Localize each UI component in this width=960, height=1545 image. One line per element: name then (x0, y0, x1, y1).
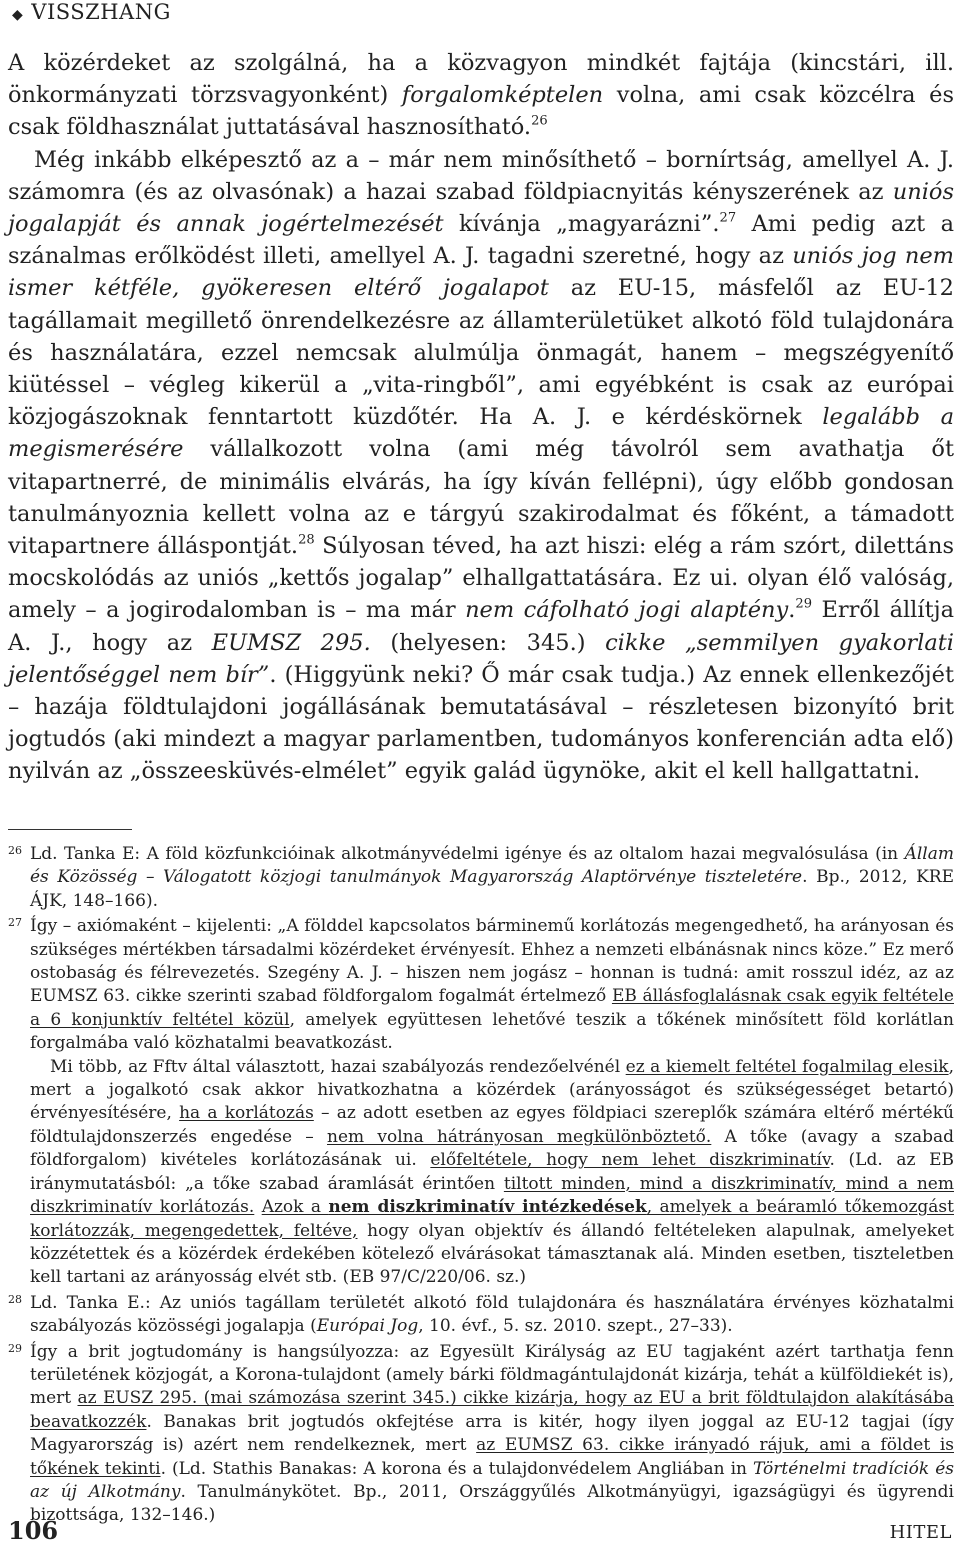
page-number: 106 (8, 1516, 59, 1545)
text-run: . Banakas brit jogtudós okfejtése arra is kitér, hogy ilyen joggal az EU-12 tagjai (így Magyarország is) azért nem rendelkeznek, mert (30, 1411, 954, 1456)
text-run: uniós jogalapját és annak jogértelmezését (8, 178, 954, 238)
footnote-number: 26 (8, 844, 22, 857)
text-run: Európai Jog (316, 1316, 419, 1337)
text-run: , mert a jogalkotó csak akkor hivatkozhatna a közérdek (arányosságot és szükségességet betartó) érvényesítésére, (30, 1056, 954, 1124)
footnote-number: 28 (8, 1292, 22, 1306)
text-run: Mi több, az Fftv által választott, hazai szabályozás rendezőelvénél (50, 1056, 626, 1077)
text-run: Erről állítja A. J., hogy az (8, 597, 954, 656)
text-run: Ld. Tanka E.: Az uniós tagállam területét alkotó föld tulajdonára és használatára érvényes közhatalmi szabályozás közösségi jogalapja ( (30, 1292, 954, 1337)
footnotes (8, 843, 954, 1528)
text-run: legalább a megismerésére (8, 404, 954, 463)
text-run: . (Ld. az EB iránymutatásból: „a tőke szabad áramlását érintően (30, 1150, 954, 1194)
text-run: Azok a (261, 1197, 329, 1218)
text-run: Ld. Tanka E: A föld közfunkcióinak alkotmányvédelmi igénye és az oltalom hazai megvalósulása (in (30, 844, 905, 864)
text-run: EB állásfoglalásnak csak egyik feltétele a 6 konjunktív feltétel közül (30, 986, 954, 1030)
text-run: uniós jog nem ismer kétféle, gyökeresen eltérő jogalapot (8, 243, 954, 302)
footnote-reference: 28 (298, 532, 315, 548)
text-run: . Tanulmánykötet. Bp., 2011, Országgyűlés Alkotmányügyi, igazságügyi és ügyrendi bizottsága, 132–146.) (30, 1481, 954, 1526)
text-run: cikke „semmilyen gyakorlati jelentőséggel nem bír” (8, 629, 954, 688)
text-run: Súlyosan téved, ha azt hiszi: elég a rám szórt, dilettáns mocskolódás az uniós „kettős jogalap” elhallgattatására. Ez ui. olyan élő valóság, amely – a jogirodalomban is – ma már (8, 533, 955, 624)
text-run: , 10. évf., 5. sz. 2010. szept., 27–33). (418, 1316, 733, 1337)
text-run: , amelyek együttesen lehetővé teszik a tőkének minősített föld korlátlan forgalmába való közhatalmi beavatkozást. (30, 1009, 954, 1054)
text-run: A közérdeket az szolgálná, ha a közvagyon mindkét fajtája (kincstári, ill. önkormányzati törzsvagyonként) (8, 50, 954, 109)
text-run: . (788, 597, 796, 624)
footnote-separator (8, 829, 132, 830)
text-run: nem cáfolható jogi alaptény (465, 597, 789, 624)
footnote-text (30, 915, 954, 1055)
footnote-number: 27 (8, 916, 22, 930)
main-paragraph-1 (8, 47, 954, 144)
diamond-icon: ◆ (12, 7, 24, 23)
text-run: (helyesen: 345.) (370, 629, 606, 656)
footnote-reference: 29 (795, 597, 812, 613)
text-run: az EU-15, másfelől az EU-12 tagállamait megillető önrendelkezésre az államterületüket alkotó föld tulajdonára és használatára, ezzel nemcsak alulmúlja önmagát, hanem – megszégyenítő kiütéssel – végleg kikerül a „vita-ringből”, ami egyébként is csak az európai közjogászoknak fenntartott küzdőtér. Ha A. J. e kérdéskörnek (8, 275, 954, 431)
footnote-text (30, 1292, 954, 1339)
footnote-text (30, 843, 954, 913)
text-run: Így – axiómaként – kijelenti: „A földdel kapcsolatos bárminemű korlátozás megengedhető, ha arányosan és szükséges mértékben társadalmi közérdeket érvényesít. Ehhez a nemzeti elbánásnak nincs köze.” Ez merő ostobaság és félrevezetés. Szegény A. J. – hiszen nem jogász – honnan is tudná: amit rosszul idéz, az az EUMSZ 63. cikke szerinti szabad földforgalom fogalmát értelmező (30, 916, 954, 1007)
footnote-reference: 27 (719, 210, 737, 226)
text-run: ha a korlátozás (179, 1103, 314, 1124)
text-run: forgalomképtelen (401, 82, 604, 109)
text-run: kívánja „magyarázni”. (443, 211, 720, 238)
section-title: VISSZHANG (31, 0, 171, 24)
text-run: vállalkozott volna (ami még távolról sem avathatja őt vitapartnerré, de minimális elvárás, ha így kíván fellépni), úgy előbb gondosan tanulmányoznia kellett volna az e tárgyú szakirodalmat és főként, a támadott vitapartnere álláspontját. (8, 436, 954, 560)
text-run: az EUSZ 295. (mai számozása szerint 345.) cikke kizárja, hogy az EU a brit földtulajdon alakításába beavatkozzék (30, 1388, 954, 1432)
text-run: az EUMSZ 63. cikke irányadó rájuk, ami a földet is tőkének tekinti (30, 1435, 954, 1479)
text-run: Történelmi tradíciók és az új Alkotmány (30, 1458, 954, 1502)
footnote-27 (8, 915, 954, 1290)
text-run: EUMSZ 295. (211, 629, 371, 656)
text-run: – az adott esetben az egyes földpiaci szereplők számára eltérő mértékű földtulajdonszerzés engedése – (30, 1103, 954, 1147)
text-run: . (Higgyünk neki? Ő már csak tudja.) Az ennek ellenkezőjét – hazája földtulajdoni jogállásának bemutatásával – részletesen bizonyító brit jogtudós (aki mindezt a magyar parlamentben, tudományos konferencián adta elő) nyilván az „összeesküvés-elmélet” egyik galád ügynöke, akit el kell hallgattatni. (8, 661, 954, 785)
text-run: A tőke (avagy a szabad földforgalom) kivételes korlátozásának ui. (30, 1126, 954, 1171)
footnote-28 (8, 1292, 954, 1339)
text-run: Még inkább elképesztő az a – már nem minősíthető – bornírtság, amellyel A. J. számomra (és az olvasónak) a hazai szabad földpiacnyitás kényszerének az (8, 146, 954, 205)
journal-name: HITEL (889, 1522, 952, 1543)
footnote-text (30, 1341, 954, 1528)
footnote-text-continued (30, 1056, 954, 1290)
running-header (12, 0, 171, 24)
footnote-29 (8, 1341, 954, 1528)
text-run (254, 1197, 261, 1217)
text-run: . (Ld. Stathis Banakas: A korona és a tulajdonvédelem Angliában in (160, 1458, 753, 1479)
text-run: előfeltétele, hogy nem lehet diszkriminatív (430, 1150, 830, 1171)
main-paragraph-2 (8, 144, 954, 788)
main-text (8, 47, 954, 788)
text-run: volna, ami csak közcélra és csak földhasználat juttatásával hasznosítható. (8, 82, 954, 141)
text-run: , amelyek a beáramló tőkemozgást korlátozzák, megengedettek, feltéve, (30, 1197, 954, 1241)
text-run: ez a kiemelt feltétel fogalmilag elesik (625, 1056, 949, 1077)
text-run: tiltott minden, mind a diszkriminatív, mind a nem diszkriminatív korlátozás. (30, 1173, 954, 1218)
footnote-26 (8, 843, 954, 913)
text-run: Így a brit jogtudomány is hangsúlyozza: az Egyesült Királyság az EU tagjaként azért tarthatja fenn területének közjogát, a Korona-tulajdont (amely bárki földmagántulajdonát kizárja, tehát a külföldiekét is), mert (30, 1341, 954, 1409)
text-run: . Bp., 2012, KRE ÁJK, 148–166). (30, 867, 955, 911)
text-run: hogy olyan objektív és állandó feltételeken alapulnak, amelyeket közzétettek és a közérdek érdekében kötelező elvárásokat támasztanak alá. Minden esetben, tiszteletben kell tartani az arányosság elvét stb. (EB 97/C/220/06. sz.) (30, 1220, 955, 1288)
text-run: Ami pedig azt a szánalmas erőlködést illeti, amellyel A. J. tagadni szeretné, hogy az (8, 211, 954, 270)
footnote-reference: 26 (531, 114, 548, 130)
footnote-number: 29 (8, 1341, 22, 1355)
text-run: Állam és Közösség – Válogatott közjogi tanulmányok Magyarország Alaptörvénye tiszteletére (30, 844, 954, 888)
text-run: nem volna hátrányosan megkülönböztető. (327, 1126, 712, 1147)
text-run: nem diszkriminatív intézkedések (328, 1197, 647, 1218)
